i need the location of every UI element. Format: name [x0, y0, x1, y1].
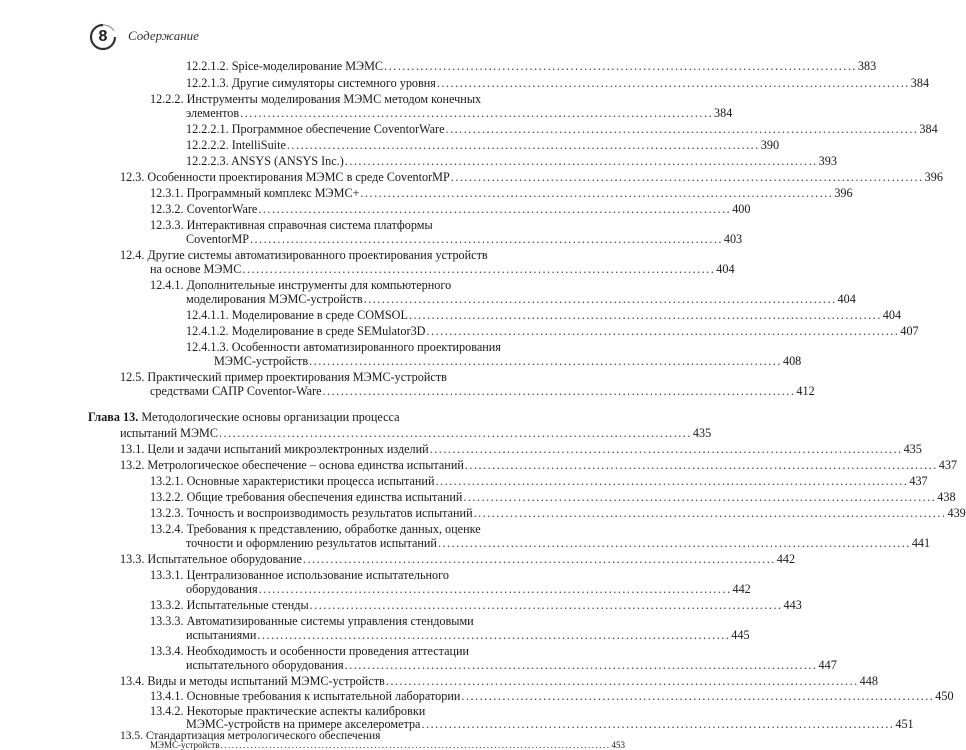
- toc-leader: ........................................................................................................: [421, 717, 895, 731]
- toc-entry-title-line1[interactable]: 12.4.1. Дополнительные инструменты для компьютерного: [150, 278, 452, 292]
- toc-entry-title: 13.2.3. Точность и воспроизводимость результатов испытаний: [150, 506, 473, 520]
- toc-entry[interactable]: [150, 384, 815, 398]
- toc-entry-title-line1[interactable]: 12.3.3. Интерактивная справочная система платформы: [150, 218, 433, 232]
- toc-entry[interactable]: [186, 232, 743, 246]
- toc-page-number: 442: [732, 582, 751, 596]
- toc-leader: ........................................................................................................: [242, 262, 716, 276]
- toc-entry[interactable]: [186, 628, 750, 642]
- toc-entry[interactable]: [186, 658, 837, 672]
- toc-leader: ........................................................................................................: [450, 170, 924, 184]
- toc-page-number: 393: [818, 154, 837, 168]
- toc-entry-title: 13.3. Испытательное оборудование: [120, 552, 302, 566]
- toc-entry-title-line1[interactable]: 12.5. Практический пример проектирования МЭМС-устройств: [120, 370, 447, 384]
- toc-leader: ........................................................................................................: [461, 689, 935, 703]
- chapter-label: Глава 13.: [88, 410, 139, 424]
- toc-leader: ........................................................................................................: [302, 552, 776, 566]
- toc-leader: ........................................................................................................: [463, 490, 937, 504]
- toc-page-number: 442: [776, 552, 796, 566]
- toc-leader: ........................................................................................................: [258, 202, 732, 216]
- toc-entry[interactable]: [186, 154, 837, 168]
- toc-entry-title: МЭМС-устройств: [214, 354, 309, 368]
- toc-entry-title: элементов: [186, 106, 240, 120]
- toc-leader: ........................................................................................................: [240, 106, 714, 120]
- toc-page-number: 384: [714, 106, 733, 120]
- toc-entry[interactable]: [186, 582, 751, 596]
- toc-entry[interactable]: [150, 598, 802, 612]
- toc-leader: ........................................................................................................: [464, 458, 938, 472]
- toc-leader: ........................................................................................................: [426, 324, 900, 338]
- toc-entry[interactable]: [186, 308, 902, 322]
- toc-entry[interactable]: [186, 76, 930, 90]
- toc-entry-title-line1[interactable]: 12.4.1.3. Особенности автоматизированного проектирования: [186, 340, 501, 354]
- toc-page-number: 437: [938, 458, 958, 472]
- toc-entry-title: 12.4.1.1. Моделирование в среде COMSOL: [186, 308, 408, 322]
- toc-entry-title: испытаний МЭМС: [120, 426, 218, 440]
- toc-entry-title-line1[interactable]: 13.4.2. Некоторые практические аспекты калибровки: [150, 704, 426, 718]
- toc-page-number: 445: [731, 628, 750, 642]
- toc-page-number: 412: [796, 384, 815, 398]
- toc-page-number: 451: [895, 717, 914, 731]
- toc-entry-title: 12.3.2. CoventorWare: [150, 202, 258, 216]
- toc-entry-title: 13.1. Цели и задачи испытаний микроэлектронных изделий: [120, 442, 429, 456]
- toc-leader: ........................................................................................................: [429, 442, 903, 456]
- toc-entry-title: 12.4.1.2. Моделирование в среде SEMulator3D: [186, 324, 426, 338]
- toc-entry[interactable]: [214, 354, 802, 368]
- toc-page-number: 407: [900, 324, 919, 338]
- toc-leader: ........................................................................................................: [384, 59, 857, 73]
- toc-entry[interactable]: [186, 292, 856, 306]
- toc-page-number: 400: [732, 202, 751, 216]
- toc-entry-title: 13.3.2. Испытательные стенды: [150, 598, 309, 612]
- toc-entry-title-line1[interactable]: 13.2.4. Требования к представлению, обработке данных, оценке: [150, 522, 481, 536]
- toc-leader: ........................................................................................................: [435, 474, 909, 488]
- toc-leader: ........................................................................................................: [385, 674, 859, 688]
- toc-entry-title-line1[interactable]: 13.3.4. Необходимость и особенности проведения аттестации: [150, 644, 470, 658]
- toc-entry[interactable]: [150, 186, 853, 200]
- toc-page-number: 408: [782, 354, 802, 368]
- toc-entry[interactable]: [186, 122, 938, 136]
- toc-leader: ........................................................................................................: [344, 154, 818, 168]
- toc-leader: ........................................................................................................: [445, 122, 919, 136]
- toc-entry-title: 13.2.2. Общие требования обеспечения единства испытаний: [150, 490, 463, 504]
- toc-leader: ........................................................................................................: [436, 76, 910, 90]
- toc-leader: ........................................................................................................: [363, 292, 837, 306]
- toc-entry-title: на основе МЭМС: [150, 262, 242, 276]
- toc-entry[interactable]: [120, 458, 958, 472]
- page-header: [88, 22, 288, 52]
- toc-entry[interactable]: [150, 262, 735, 276]
- toc-page-number: 435: [903, 442, 922, 456]
- toc-page-number: 404: [882, 308, 902, 322]
- toc-entry-title: оборудования: [186, 582, 258, 596]
- toc-leader: ........................................................................................................: [257, 628, 731, 642]
- toc-entry[interactable]: [150, 474, 928, 488]
- toc-page-number: 403: [723, 232, 743, 246]
- toc-leader: ........................................................................................................: [309, 354, 782, 368]
- toc-entry-title: 12.2.2.1. Программное обеспечение CoventorWare: [186, 122, 445, 136]
- running-title: Содержание: [128, 28, 199, 43]
- toc-page-number: 448: [859, 674, 878, 688]
- toc-entry-title: 13.4. Виды и методы испытаний МЭМС-устройств: [120, 674, 385, 688]
- toc-leader: ........................................................................................................: [408, 308, 882, 322]
- toc-entry-title: 12.2.1.3. Другие симуляторы системного уровня: [186, 76, 436, 90]
- toc-page-number: 384: [910, 76, 930, 90]
- toc-page-number: 390: [760, 138, 780, 152]
- toc-entry-title: 12.3.1. Программный комплекс МЭМС+: [150, 186, 360, 200]
- toc-entry-title: 13.2.1. Основные характеристики процесса испытаний: [150, 474, 435, 488]
- toc-entry-title: 13.2. Метрологическое обеспечение – основа единства испытаний: [120, 458, 464, 472]
- toc-leader: ........................................................................................................: [249, 232, 723, 246]
- page-number: 8: [98, 28, 108, 45]
- toc-entry[interactable]: [120, 170, 943, 184]
- toc-entry[interactable]: [150, 202, 751, 216]
- toc-entry-title: испытаниями: [186, 628, 257, 642]
- toc-page-number: 383: [857, 59, 877, 73]
- toc-leader: ........................................................................................................: [322, 384, 796, 398]
- toc-entry[interactable]: [186, 324, 919, 338]
- toc-entry[interactable]: [150, 490, 956, 504]
- toc-page-number: 439: [947, 506, 966, 520]
- toc-entry-title: моделирования МЭМС-устройств: [186, 292, 363, 306]
- toc-entry-title-line1[interactable]: 12.4. Другие системы автоматизированного проектирования устройств: [120, 248, 488, 262]
- toc-entry-title: 12.2.2.2. IntelliSuite: [186, 138, 286, 152]
- toc-entry[interactable]: [150, 506, 966, 520]
- toc-entry-title: МЭМС-устройств: [150, 740, 220, 750]
- toc-leader: ........................................................................................................: [344, 658, 818, 672]
- toc-entry-title-line1[interactable]: 13.5. Стандартизация метрологического обеспечения: [120, 730, 381, 742]
- toc-entry[interactable]: [186, 138, 780, 152]
- toc-entry-title: 12.2.2.3. ANSYS (ANSYS Inc.): [186, 154, 344, 168]
- toc-entry[interactable]: [186, 717, 914, 731]
- toc-entry-title-line1[interactable]: 13.3.3. Автоматизированные системы управления стендовыми: [150, 614, 474, 628]
- toc-entry-title: МЭМС-устройств на примере акселерометра: [186, 717, 421, 731]
- toc-page-number: 435: [692, 426, 712, 440]
- toc-page-number: 450: [935, 689, 954, 703]
- toc-leader: ........................................................................................................: [219, 426, 692, 440]
- toc-page-number: 396: [834, 186, 853, 200]
- toc-entry-title: 13.4.1. Основные требования к испытательной лаборатории: [150, 689, 461, 703]
- toc-leader: ........................................................................................................: [360, 186, 834, 200]
- toc-entry[interactable]: [186, 106, 733, 120]
- toc-page-number: 438: [937, 490, 956, 504]
- toc-entry[interactable]: [150, 740, 625, 750]
- toc-entry[interactable]: [150, 689, 954, 703]
- toc-entry-title: CoventorMP: [186, 232, 249, 246]
- toc-entry-title: 12.2.1.2. Spice-моделирование МЭМС: [186, 59, 384, 73]
- toc-entry[interactable]: [120, 442, 922, 456]
- chapter-title: Методологические основы организации процесса: [141, 410, 400, 424]
- toc-entry[interactable]: [120, 426, 712, 440]
- toc-page-number: 404: [837, 292, 856, 306]
- toc-page-number: 453: [611, 740, 625, 750]
- toc-entry-title: средствами САПР Coventor-Ware: [150, 384, 322, 398]
- toc-entry-title: точности и оформлению результатов испытаний: [186, 536, 437, 550]
- toc-entry[interactable]: [120, 552, 796, 566]
- toc-entry-title: испытательного оборудования: [186, 658, 344, 672]
- toc-leader: ........................................................................................................: [258, 582, 732, 596]
- toc-entry[interactable]: [120, 674, 878, 688]
- toc-entry-title: 12.3. Особенности проектирования МЭМС в среде CoventorMP: [120, 170, 450, 184]
- toc-leader: ........................................................................................................: [437, 536, 911, 550]
- toc-leader: ........................................................................................................: [473, 506, 947, 520]
- toc-page-number: 447: [818, 658, 837, 672]
- toc-entry-title-line1[interactable]: 13.3.1. Централизованное использование испытательного: [150, 568, 449, 582]
- toc-page-number: 396: [924, 170, 943, 184]
- toc-leader: ........................................................................................................: [286, 138, 760, 152]
- toc-entry-title-line1[interactable]: 12.2.2. Инструменты моделирования МЭМС методом конечных: [150, 92, 482, 106]
- toc-page-number: 404: [716, 262, 735, 276]
- toc-entry[interactable]: [186, 536, 931, 550]
- toc-leader: ........................................................................................................: [220, 740, 611, 750]
- toc-entry[interactable]: [186, 59, 877, 73]
- toc-page-number: 384: [919, 122, 938, 136]
- toc-leader: ........................................................................................................: [309, 598, 783, 612]
- chapter-heading-line1[interactable]: [88, 410, 400, 424]
- toc-page-number: 443: [783, 598, 802, 612]
- toc-page-number: 441: [911, 536, 931, 550]
- toc-page-number: 437: [909, 474, 928, 488]
